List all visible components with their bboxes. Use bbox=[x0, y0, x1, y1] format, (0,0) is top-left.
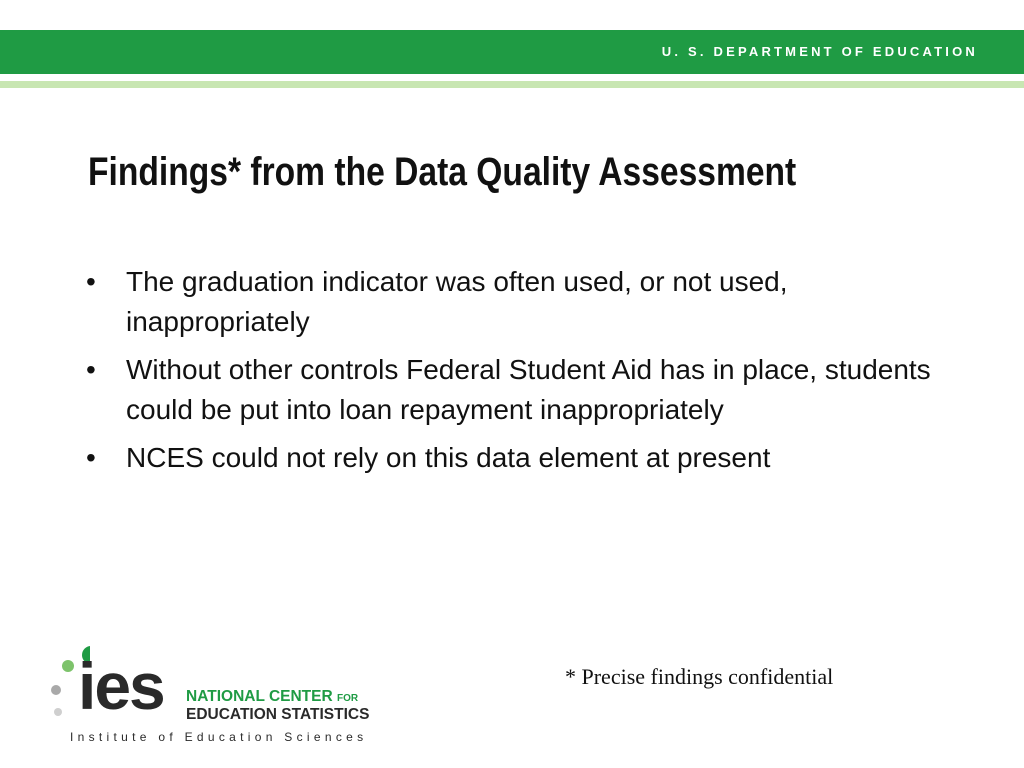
header-stripe bbox=[0, 81, 1024, 88]
logo-nces-line1-text: NATIONAL CENTER bbox=[186, 688, 333, 705]
bullet-item bbox=[86, 262, 956, 342]
slide-title: Findings* from the Data Quality Assessment bbox=[88, 150, 797, 194]
bullet-list bbox=[86, 262, 956, 486]
bullet-text: The graduation indicator was often used, or not used, inappropriately bbox=[126, 266, 788, 337]
bullet-text: Without other controls Federal Student Aid has in place, students could be put into loan repayment inappropriately bbox=[126, 354, 931, 425]
logo-ies-letters: ies bbox=[78, 649, 164, 723]
bullet-item bbox=[86, 350, 956, 430]
logo-nces-line1 bbox=[186, 688, 358, 706]
bullet-item bbox=[86, 438, 956, 478]
bullet-symbol: • bbox=[86, 442, 96, 473]
ies-logo bbox=[50, 646, 395, 746]
bullet-text: NCES could not rely on this data element at present bbox=[126, 442, 771, 473]
footnote: * Precise findings confidential bbox=[565, 664, 834, 689]
bullet-symbol: • bbox=[86, 354, 96, 385]
logo-nces-for: FOR bbox=[337, 693, 359, 704]
logo-tagline: Institute of Education Sciences bbox=[70, 730, 368, 744]
bullet-symbol: • bbox=[86, 266, 96, 297]
department-name: U. S. DEPARTMENT OF EDUCATION bbox=[661, 44, 978, 59]
logo-nces-line2: EDUCATION STATISTICS bbox=[186, 706, 370, 723]
